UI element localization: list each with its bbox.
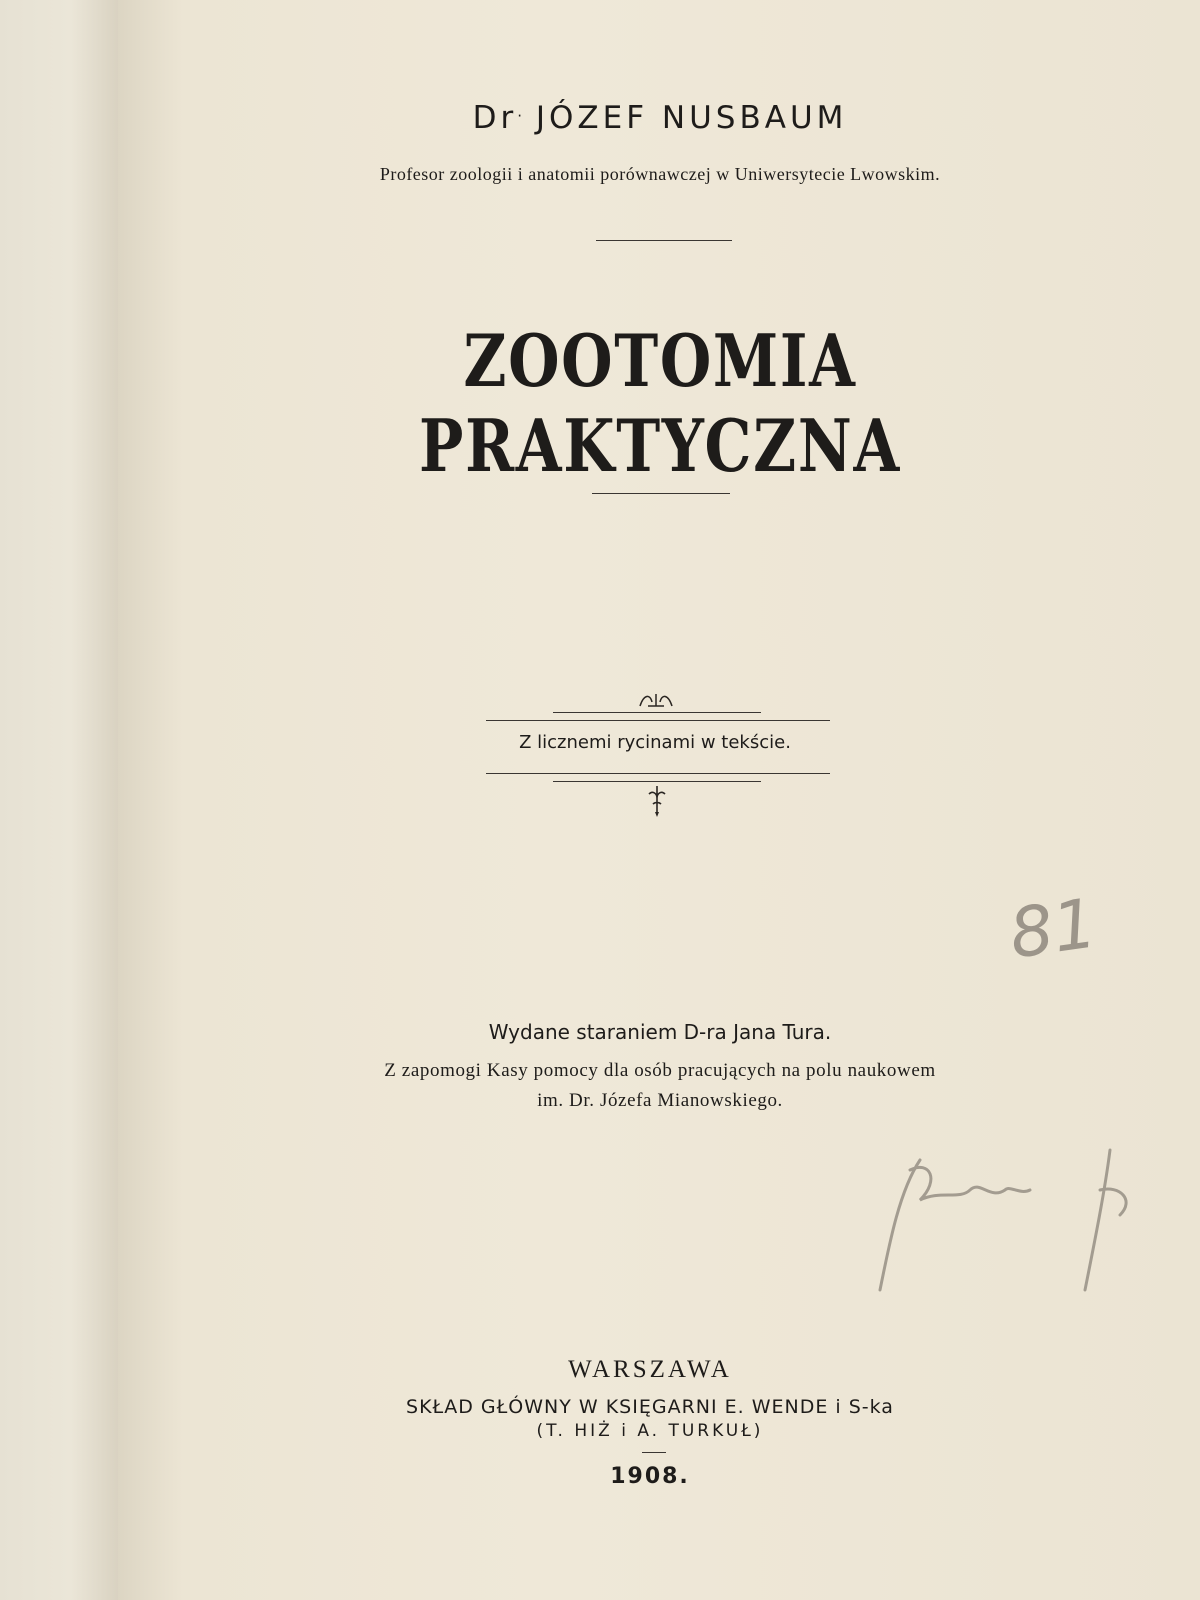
pencil-shelf-number: 81 [1004, 884, 1102, 975]
imprint-city: WARSZAWA [568, 1356, 732, 1383]
pencil-signature [860, 1130, 1160, 1310]
author-affiliation: Profesor zoologii i anatomii porównawczej w Uniwersytecie Lwowskim. [379, 164, 941, 184]
left-page-edge [0, 0, 119, 1600]
divider-rule-top [596, 240, 732, 241]
foundation-line: im. Dr. Józefa Mianowskiego. [537, 1090, 783, 1111]
author-prefix-dot: . [517, 102, 522, 121]
funding-line: Z zapomogi Kasy pomocy dla osób pracujących na polu naukowem [384, 1060, 936, 1081]
frame-rule-4 [553, 781, 761, 782]
imprint-publisher: SKŁAD GŁÓWNY W KSIĘGARNI E. WENDE i S-ka [406, 1396, 894, 1418]
frame-rule-3 [486, 773, 830, 774]
imprint-rule [642, 1452, 666, 1453]
imprint-owners: (T. HIŻ i A. TURKUŁ) [536, 1421, 764, 1441]
editor-line: Wydane staraniem D-ra Jana Tura. [488, 1020, 832, 1044]
author-line [300, 100, 1020, 136]
author-name: JÓZEF NUSBAUM [535, 100, 848, 136]
frame-rule-1 [553, 712, 761, 713]
illustrations-note: Z licznemi rycinami w tekście. [519, 732, 791, 753]
author-prefix: Dr [472, 100, 518, 136]
imprint-year: 1908. [610, 1464, 690, 1489]
ornament-top-icon [636, 690, 676, 710]
frame-rule-2 [486, 720, 830, 721]
ornament-bottom-icon [645, 784, 669, 818]
book-title: ZOOTOMIA PRAKTYCZNA [419, 318, 901, 488]
divider-rule-middle [592, 493, 730, 494]
